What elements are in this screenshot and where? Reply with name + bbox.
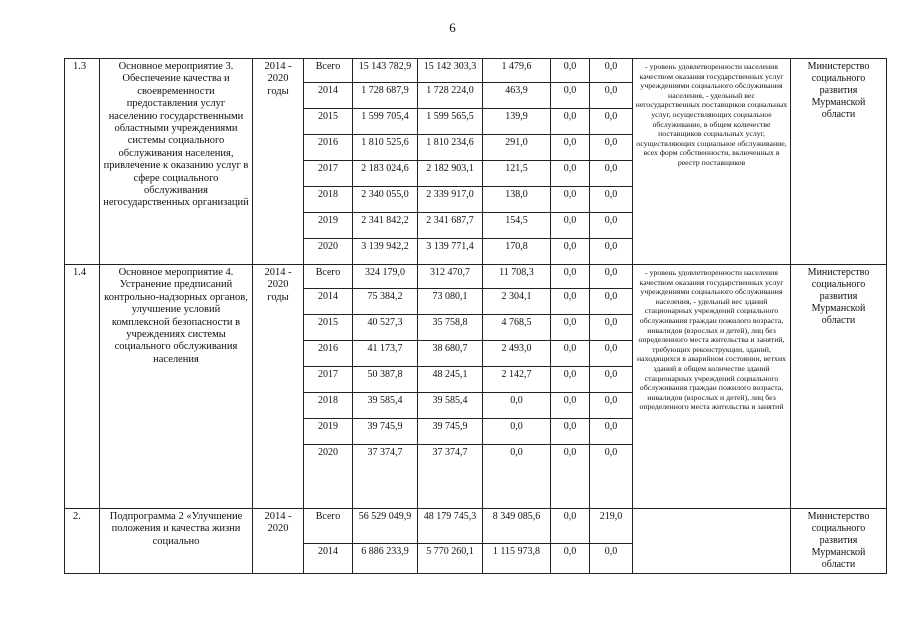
responsible-ministry: Министерство социального развития Мурманской области <box>791 59 887 265</box>
cell-mb: 0,0 <box>551 83 590 109</box>
period: 2014 - 2020 <box>253 509 304 574</box>
cell-fb: 4 768,5 <box>483 315 551 341</box>
cell-year: 2017 <box>304 161 353 187</box>
cell-fb: 2 493,0 <box>483 341 551 367</box>
cell-vb: 0,0 <box>590 315 633 341</box>
cell-fb: 11 708,3 <box>483 265 551 289</box>
cell-fb: 1 115 973,8 <box>483 544 551 574</box>
cell-ob: 48 245,1 <box>418 367 483 393</box>
cell-year: 2018 <box>304 393 353 419</box>
cell-vb: 0,0 <box>590 341 633 367</box>
cell-vb: 0,0 <box>590 187 633 213</box>
cell-mb: 0,0 <box>551 393 590 419</box>
cell-vb: 219,0 <box>590 509 633 544</box>
cell-year: 2016 <box>304 135 353 161</box>
cell-year: 2016 <box>304 341 353 367</box>
cell-vb: 0,0 <box>590 83 633 109</box>
cell-ob: 312 470,7 <box>418 265 483 289</box>
cell-year: 2020 <box>304 445 353 509</box>
cell-fb: 1 479,6 <box>483 59 551 83</box>
cell-year: 2014 <box>304 83 353 109</box>
cell-total: 39 585,4 <box>353 393 418 419</box>
period: 2014 - 2020 годы <box>253 59 304 265</box>
cell-total: 15 143 782,9 <box>353 59 418 83</box>
cell-year: 2020 <box>304 239 353 265</box>
page-number: 6 <box>449 20 456 35</box>
indicators <box>633 509 791 574</box>
cell-year: 2019 <box>304 419 353 445</box>
row-id: 1.3 <box>65 59 100 265</box>
cell-ob: 73 080,1 <box>418 289 483 315</box>
cell-vb: 0,0 <box>590 419 633 445</box>
cell-vb: 0,0 <box>590 213 633 239</box>
cell-ob: 39 585,4 <box>418 393 483 419</box>
cell-total: 1 810 525,6 <box>353 135 418 161</box>
cell-ob: 35 758,8 <box>418 315 483 341</box>
cell-total: 41 173,7 <box>353 341 418 367</box>
cell-fb: 463,9 <box>483 83 551 109</box>
cell-ob: 39 745,9 <box>418 419 483 445</box>
cell-vb: 0,0 <box>590 289 633 315</box>
cell-mb: 0,0 <box>551 341 590 367</box>
cell-mb: 0,0 <box>551 509 590 544</box>
responsible-ministry: Министерство социального развития Мурманской области <box>791 509 887 574</box>
indicators: - уровень удовлетворенности населения качеством оказания государственных услуг учреждениями социального обслуживания населения, - удельный вес негосударственных поставщиков социальных услуг, осуществляющих социальное обслуживание, в общем количестве поставщиков социальных услуг, осуществляющих социальное обслуживание, всех форм собственности, включенных в реестр поставщиков <box>633 59 791 265</box>
cell-fb: 139,9 <box>483 109 551 135</box>
cell-year: 2015 <box>304 109 353 135</box>
cell-year: 2014 <box>304 544 353 574</box>
cell-fb: 154,5 <box>483 213 551 239</box>
cell-total: 56 529 049,9 <box>353 509 418 544</box>
cell-vb: 0,0 <box>590 239 633 265</box>
cell-total: 1 728 687,9 <box>353 83 418 109</box>
cell-total: 3 139 942,2 <box>353 239 418 265</box>
cell-mb: 0,0 <box>551 161 590 187</box>
cell-total: 6 886 233,9 <box>353 544 418 574</box>
cell-ob: 1 810 234,6 <box>418 135 483 161</box>
cell-year: Всего <box>304 59 353 83</box>
cell-fb: 2 304,1 <box>483 289 551 315</box>
cell-year: Всего <box>304 509 353 544</box>
cell-ob: 38 680,7 <box>418 341 483 367</box>
cell-ob: 5 770 260,1 <box>418 544 483 574</box>
cell-ob: 1 599 565,5 <box>418 109 483 135</box>
row-id: 2. <box>65 509 100 574</box>
cell-mb: 0,0 <box>551 289 590 315</box>
cell-ob: 3 139 771,4 <box>418 239 483 265</box>
cell-year: 2014 <box>304 289 353 315</box>
cell-vb: 0,0 <box>590 265 633 289</box>
cell-mb: 0,0 <box>551 109 590 135</box>
cell-mb: 0,0 <box>551 59 590 83</box>
cell-year: 2019 <box>304 213 353 239</box>
cell-mb: 0,0 <box>551 265 590 289</box>
cell-mb: 0,0 <box>551 367 590 393</box>
cell-mb: 0,0 <box>551 213 590 239</box>
activity-name: Основное мероприятие 4. Устранение предписаний контрольно-надзорных органов, улучшение условий комплексной безопасности в учреждениях системы социального обслуживания населения <box>100 265 253 509</box>
cell-year: Всего <box>304 265 353 289</box>
cell-fb: 138,0 <box>483 187 551 213</box>
cell-mb: 0,0 <box>551 187 590 213</box>
cell-total: 50 387,8 <box>353 367 418 393</box>
cell-vb: 0,0 <box>590 135 633 161</box>
cell-fb: 2 142,7 <box>483 367 551 393</box>
program-table <box>64 58 887 574</box>
cell-ob: 37 374,7 <box>418 445 483 509</box>
cell-mb: 0,0 <box>551 239 590 265</box>
cell-fb: 121,5 <box>483 161 551 187</box>
cell-vb: 0,0 <box>590 161 633 187</box>
cell-total: 75 384,2 <box>353 289 418 315</box>
cell-fb: 8 349 085,6 <box>483 509 551 544</box>
cell-mb: 0,0 <box>551 419 590 445</box>
cell-total: 2 183 024,6 <box>353 161 418 187</box>
cell-ob: 48 179 745,3 <box>418 509 483 544</box>
cell-total: 2 341 842,2 <box>353 213 418 239</box>
row-id: 1.4 <box>65 265 100 509</box>
cell-fb: 291,0 <box>483 135 551 161</box>
cell-fb: 170,8 <box>483 239 551 265</box>
cell-fb: 0,0 <box>483 393 551 419</box>
cell-vb: 0,0 <box>590 445 633 509</box>
cell-total: 2 340 055,0 <box>353 187 418 213</box>
cell-total: 1 599 705,4 <box>353 109 418 135</box>
cell-total: 324 179,0 <box>353 265 418 289</box>
responsible-ministry: Министерство социального развития Мурманской области <box>791 265 887 509</box>
cell-fb: 0,0 <box>483 419 551 445</box>
table-row <box>65 265 887 289</box>
cell-total: 37 374,7 <box>353 445 418 509</box>
table-row <box>65 509 887 544</box>
cell-fb: 0,0 <box>483 445 551 509</box>
cell-year: 2018 <box>304 187 353 213</box>
cell-ob: 2 339 917,0 <box>418 187 483 213</box>
table-row <box>65 59 887 83</box>
cell-ob: 1 728 224,0 <box>418 83 483 109</box>
cell-mb: 0,0 <box>551 544 590 574</box>
cell-total: 40 527,3 <box>353 315 418 341</box>
cell-total: 39 745,9 <box>353 419 418 445</box>
period: 2014 - 2020 годы <box>253 265 304 509</box>
cell-vb: 0,0 <box>590 393 633 419</box>
cell-ob: 2 182 903,1 <box>418 161 483 187</box>
indicators: - уровень удовлетворенности населения качеством оказания государственных услуг учреждениями социального обслуживания населения, - удельный вес зданий стационарных учреждений социального обслуживания граждан пожилого возраста, инвалидов (взрослых и детей), лиц без определенного места жительства и занятий, требующих реконструкции, зданий, находящихся в аварийном состоянии, ветхих зданий в общем количестве зданий стационарных учреждений социального обслуживания граждан пожилого возраста, инвалидов (взрослых и детей), лиц без определенного места жительства и занятий <box>633 265 791 509</box>
cell-mb: 0,0 <box>551 445 590 509</box>
cell-ob: 15 142 303,3 <box>418 59 483 83</box>
cell-year: 2015 <box>304 315 353 341</box>
cell-vb: 0,0 <box>590 544 633 574</box>
cell-vb: 0,0 <box>590 109 633 135</box>
cell-vb: 0,0 <box>590 59 633 83</box>
cell-vb: 0,0 <box>590 367 633 393</box>
activity-name: Подпрограмма 2 «Улучшение положения и качества жизни социально <box>100 509 253 574</box>
cell-year: 2017 <box>304 367 353 393</box>
cell-ob: 2 341 687,7 <box>418 213 483 239</box>
cell-mb: 0,0 <box>551 135 590 161</box>
activity-name: Основное мероприятие 3. Обеспечение качества и своевременности предоставления услуг населению государственными областными учреждениями системы социального обслуживания населения, привлечение к оказанию услуг в сфере социального обслуживания негосударственных организаций <box>100 59 253 265</box>
cell-mb: 0,0 <box>551 315 590 341</box>
